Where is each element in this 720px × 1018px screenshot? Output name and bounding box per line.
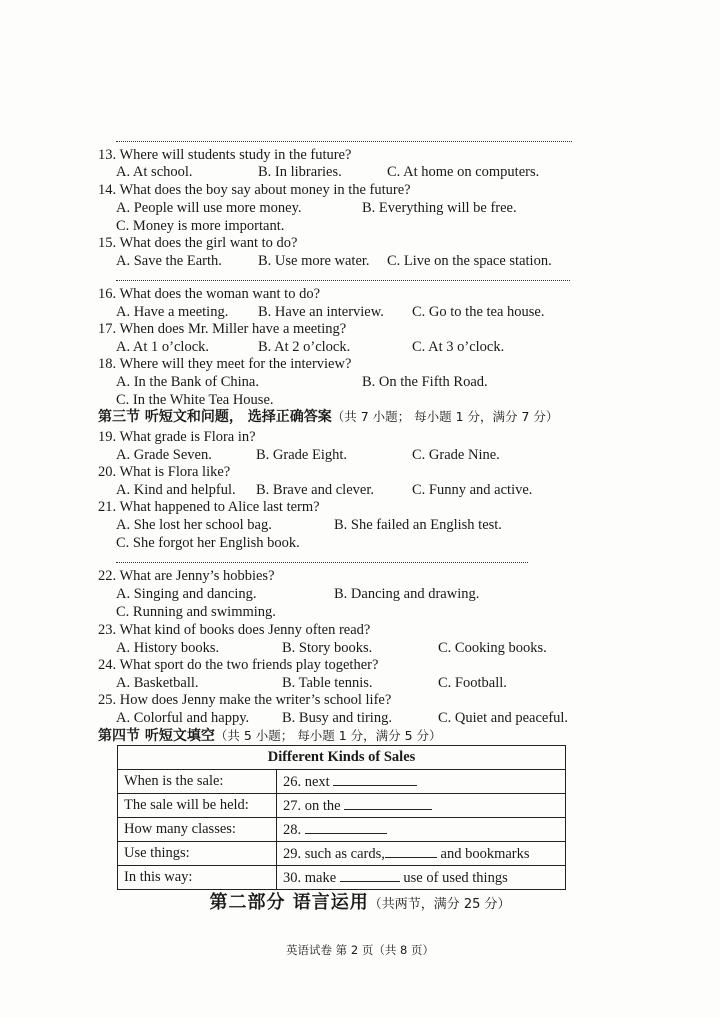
table-row bbox=[118, 794, 566, 818]
option-23b: B. Story books. bbox=[282, 640, 373, 656]
option-19a: A. Grade Seven. bbox=[116, 447, 212, 463]
answer-blank-27[interactable] bbox=[344, 797, 432, 810]
option-19c: C. Grade Nine. bbox=[412, 447, 500, 463]
table-row bbox=[118, 818, 566, 842]
option-18c: C. In the White Tea House. bbox=[116, 392, 274, 408]
question-24: 24. What sport do the two friends play together? bbox=[98, 657, 379, 673]
option-18a: A. In the Bank of China. bbox=[116, 374, 259, 390]
answer-prefix: 29. such as cards, bbox=[283, 845, 385, 862]
answer-blank-29[interactable] bbox=[385, 845, 437, 858]
answer-suffix: and bookmarks bbox=[440, 845, 530, 862]
row-answer bbox=[277, 770, 566, 794]
part-2-note: （共两节，满分 25 分） bbox=[368, 897, 511, 912]
answer-blank-28[interactable] bbox=[305, 821, 387, 834]
question-21: 21. What happened to Alice last term? bbox=[98, 499, 320, 515]
answer-prefix: 30. make bbox=[283, 869, 337, 886]
option-17c: C. At 3 o’clock. bbox=[412, 339, 505, 355]
row-label: In this way: bbox=[118, 866, 277, 890]
section-3-title: 第三节 听短文和问题， 选择正确答案 bbox=[98, 409, 332, 425]
answer-blank-30[interactable] bbox=[340, 869, 400, 882]
answer-blank-26[interactable] bbox=[333, 773, 417, 786]
table-row bbox=[118, 866, 566, 890]
option-18b: B. On the Fifth Road. bbox=[362, 374, 488, 390]
section-4-note: （共 5 小题； 每小题 1 分，满分 5 分） bbox=[214, 728, 442, 743]
option-17b: B. At 2 o’clock. bbox=[258, 339, 351, 355]
section-3-note: （共 7 小题； 每小题 1 分，满分 7 分） bbox=[331, 409, 559, 424]
option-13a: A. At school. bbox=[116, 164, 193, 180]
question-25: 25. How does Jenny make the writer’s school life? bbox=[98, 692, 392, 708]
row-label: The sale will be held: bbox=[118, 794, 277, 818]
row-label: When is the sale: bbox=[118, 770, 277, 794]
option-14a: A. People will use more money. bbox=[116, 200, 302, 216]
table-header-row bbox=[118, 746, 566, 770]
row-label: How many classes: bbox=[118, 818, 277, 842]
option-17a: A. At 1 o’clock. bbox=[116, 339, 210, 355]
question-23: 23. What kind of books does Jenny often read? bbox=[98, 622, 371, 638]
row-label: Use things: bbox=[118, 842, 277, 866]
section-4-title: 第四节 听短文填空 bbox=[98, 728, 215, 744]
option-22c: C. Running and swimming. bbox=[116, 604, 276, 620]
answer-prefix: 26. next bbox=[283, 773, 330, 790]
option-21a: A. She lost her school bag. bbox=[116, 517, 272, 533]
option-25b: B. Busy and tiring. bbox=[282, 710, 392, 726]
dotted-separator bbox=[116, 141, 572, 142]
option-25c: C. Quiet and peaceful. bbox=[438, 710, 569, 726]
option-16a: A. Have a meeting. bbox=[116, 304, 229, 320]
section-3-heading bbox=[98, 408, 558, 426]
option-22b: B. Dancing and drawing. bbox=[334, 586, 480, 602]
sales-table bbox=[117, 745, 566, 890]
option-20a: A. Kind and helpful. bbox=[116, 482, 236, 498]
option-25a: A. Colorful and happy. bbox=[116, 710, 250, 726]
row-answer bbox=[277, 818, 566, 842]
section-4-heading bbox=[98, 727, 442, 745]
option-22a: A. Singing and dancing. bbox=[116, 586, 257, 602]
option-15c: C. Live on the space station. bbox=[387, 253, 552, 269]
option-23c: C. Cooking books. bbox=[438, 640, 547, 656]
option-23a: A. History books. bbox=[116, 640, 220, 656]
question-16: 16. What does the woman want to do? bbox=[98, 286, 321, 302]
option-13b: B. In libraries. bbox=[258, 164, 342, 180]
option-20b: B. Brave and clever. bbox=[256, 482, 374, 498]
answer-prefix: 27. on the bbox=[283, 797, 341, 814]
table-title: Different Kinds of Sales bbox=[118, 746, 566, 770]
question-18: 18. Where will they meet for the interview? bbox=[98, 356, 352, 372]
option-16c: C. Go to the tea house. bbox=[412, 304, 545, 320]
option-19b: B. Grade Eight. bbox=[256, 447, 348, 463]
option-15b: B. Use more water. bbox=[258, 253, 370, 269]
option-21c: C. She forgot her English book. bbox=[116, 535, 300, 551]
dotted-separator bbox=[116, 280, 570, 281]
question-13: 13. Where will students study in the future? bbox=[98, 147, 352, 163]
page-footer: 英语试卷 第 2 页（共 8 页） bbox=[286, 943, 434, 957]
option-21b: B. She failed an English test. bbox=[334, 517, 502, 533]
part-2-title: 第二部分 语言运用 bbox=[209, 892, 369, 913]
option-24c: C. Football. bbox=[438, 675, 507, 691]
answer-prefix: 28. bbox=[283, 821, 302, 838]
row-answer bbox=[277, 842, 566, 866]
table-row bbox=[118, 770, 566, 794]
table-row bbox=[118, 842, 566, 866]
question-22: 22. What are Jenny’s hobbies? bbox=[98, 568, 275, 584]
option-14b: B. Everything will be free. bbox=[362, 200, 517, 216]
answer-suffix: use of used things bbox=[403, 869, 508, 886]
option-16b: B. Have an interview. bbox=[258, 304, 384, 320]
option-24a: A. Basketball. bbox=[116, 675, 199, 691]
dotted-separator bbox=[116, 562, 528, 563]
part-2-heading bbox=[0, 888, 720, 914]
option-13c: C. At home on computers. bbox=[387, 164, 540, 180]
row-answer bbox=[277, 866, 566, 890]
row-answer bbox=[277, 794, 566, 818]
question-17: 17. When does Mr. Miller have a meeting? bbox=[98, 321, 347, 337]
question-14: 14. What does the boy say about money in the future? bbox=[98, 182, 411, 198]
question-15: 15. What does the girl want to do? bbox=[98, 235, 298, 251]
question-20: 20. What is Flora like? bbox=[98, 464, 231, 480]
option-15a: A. Save the Earth. bbox=[116, 253, 222, 269]
option-20c: C. Funny and active. bbox=[412, 482, 533, 498]
option-14c: C. Money is more important. bbox=[116, 218, 285, 234]
question-19: 19. What grade is Flora in? bbox=[98, 429, 256, 445]
option-24b: B. Table tennis. bbox=[282, 675, 373, 691]
